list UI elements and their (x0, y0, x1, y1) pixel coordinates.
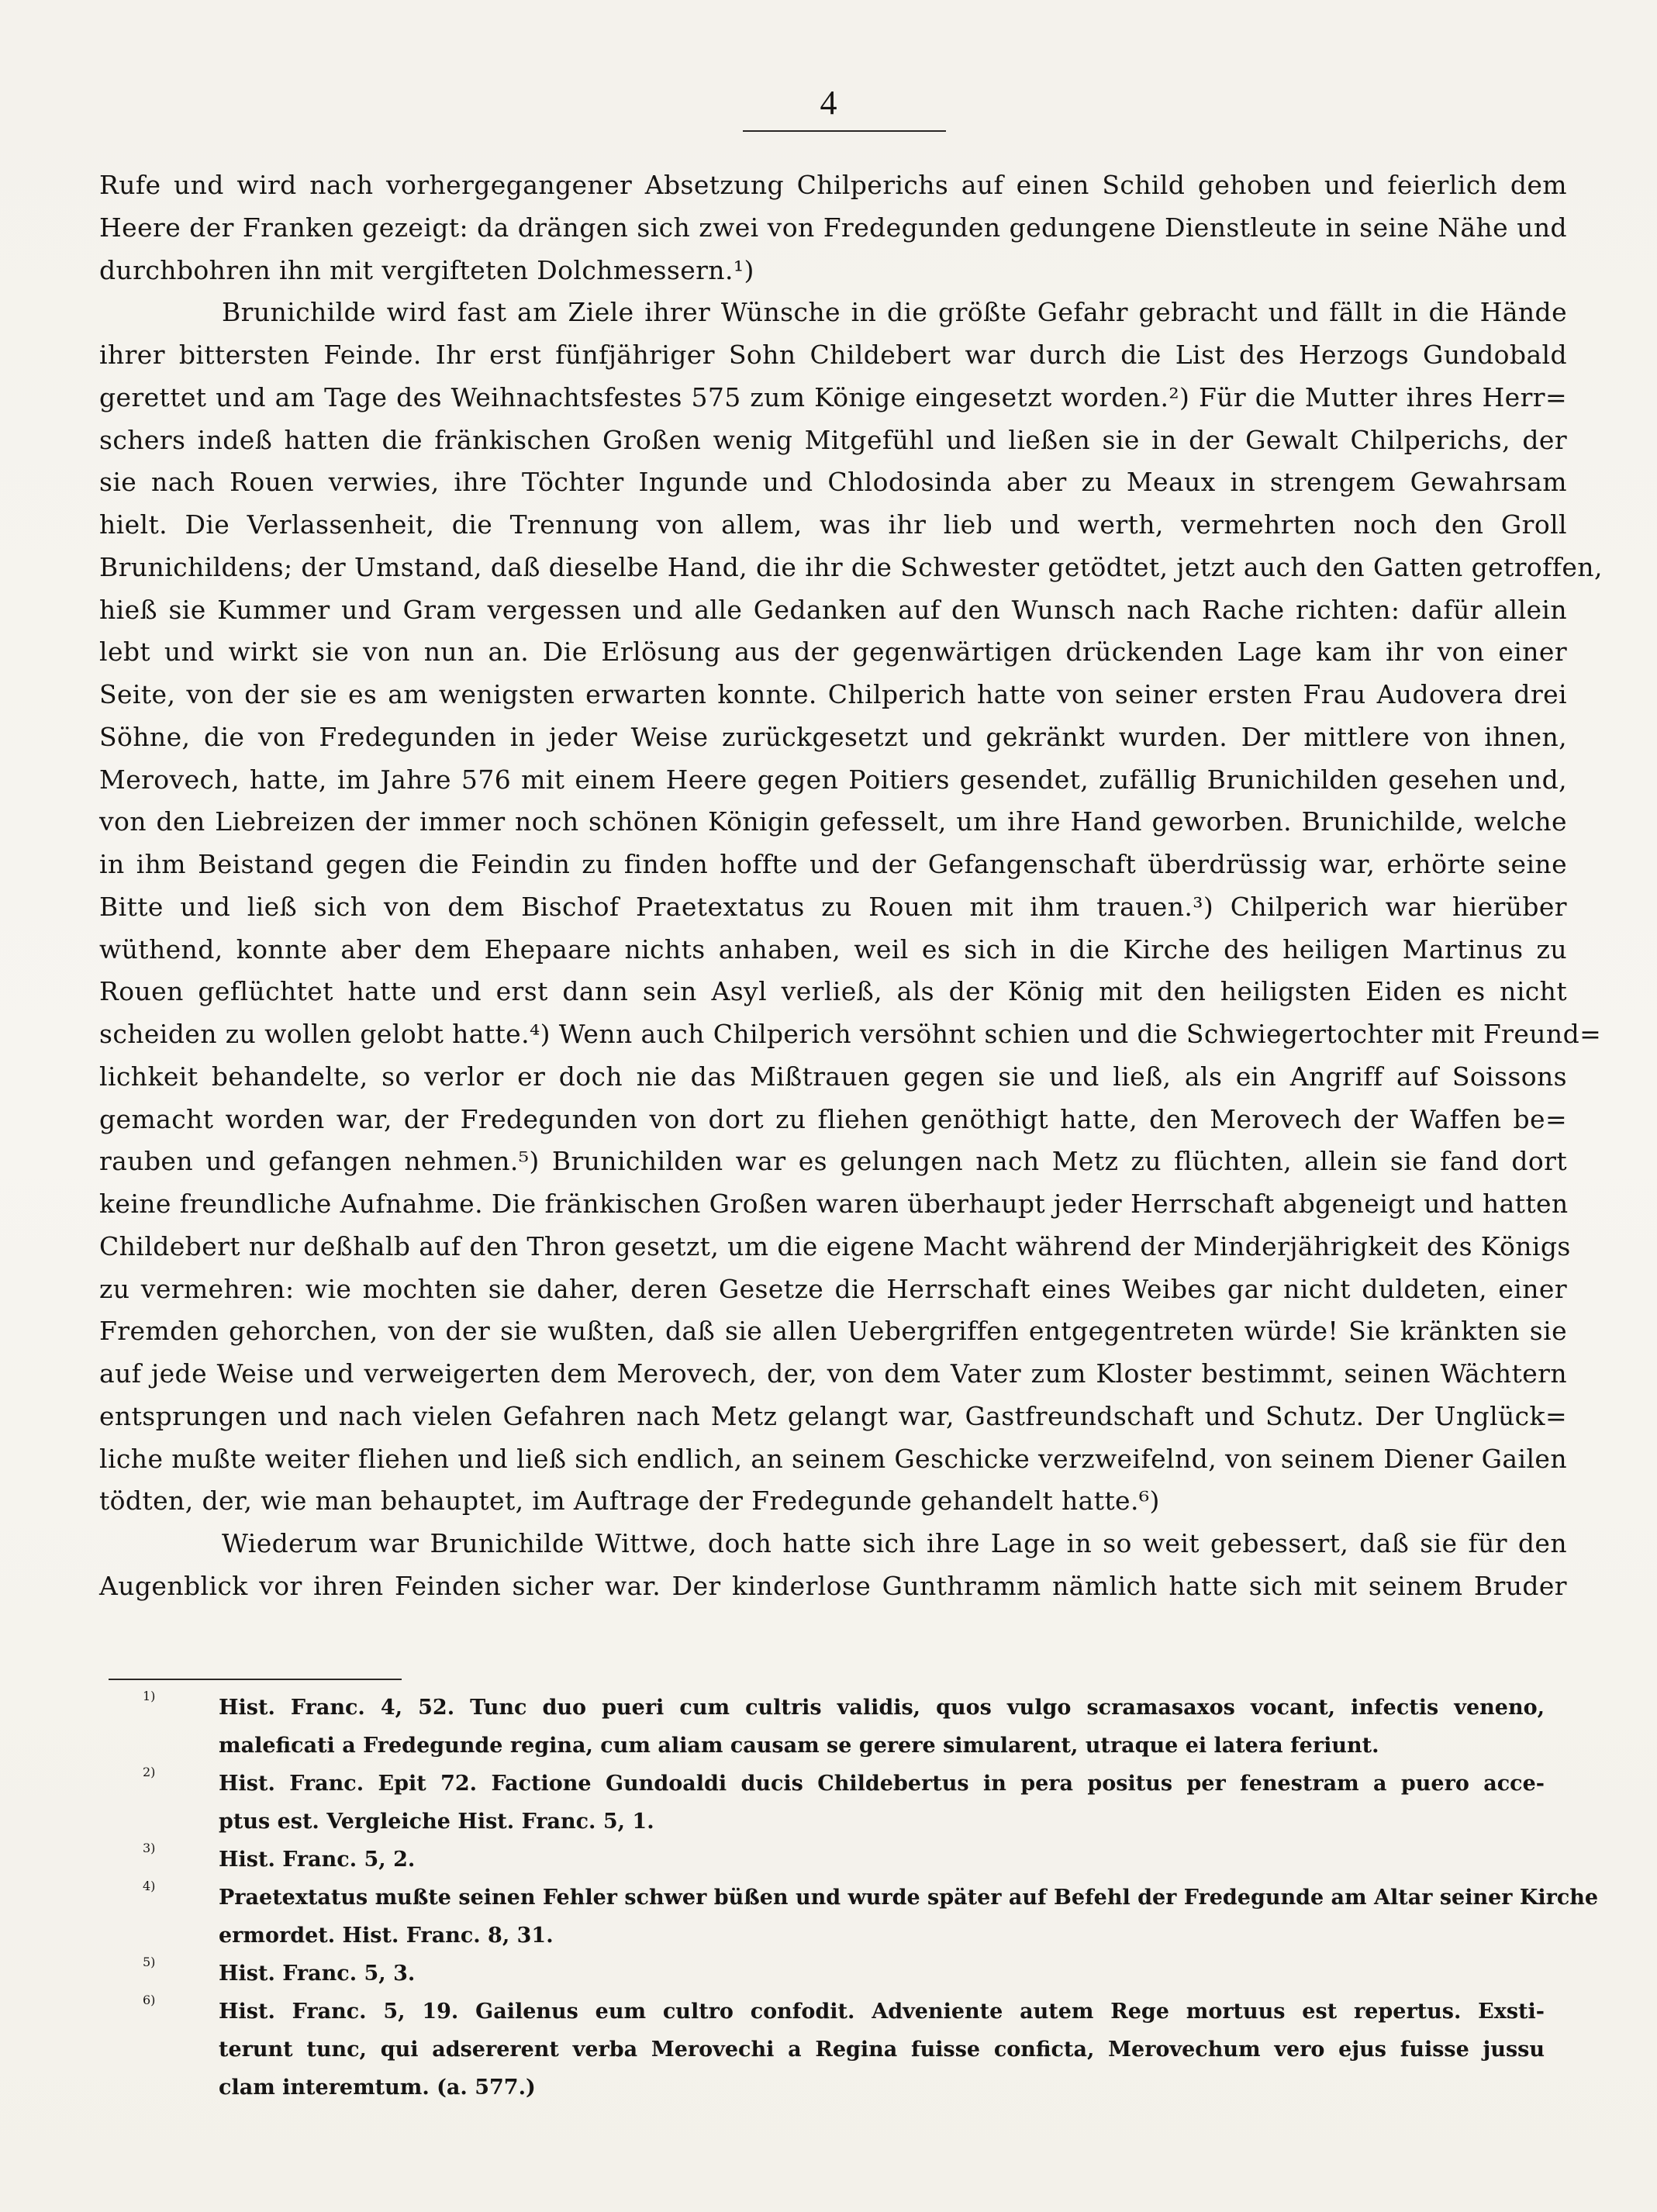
body-line: lichkeit behandelte, so verlor er doch nie das Mißtrauen gegen sie und ließ, als ein Angriff auf Soissons (99, 1061, 1567, 1092)
body-line: zu vermehren: wie mochten sie daher, deren Gesetze die Herrschaft eines Weibes gar nicht duldeten, einer (99, 1273, 1567, 1304)
body-line: sie nach Rouen verwies, ihre Töchter Ingunde und Chlodosinda aber zu Meaux in strengem Gewahrsam (99, 467, 1567, 498)
body-line: Heere der Franken gezeigt: da drängen sich zwei von Fredegunden gedungene Dienstleute in seine Nähe und (99, 212, 1567, 243)
body-line: rauben und gefangen nehmen.⁵) Brunichilden war es gelungen nach Metz zu flüchten, allein sie fand dort (99, 1146, 1567, 1177)
body-text (99, 164, 1603, 1608)
footnote-line: Hist. Franc. 4, 52. Tunc duo pueri cum cultris validis, quos vulgo scramasaxos vocant, infectis veneno, (219, 1696, 1545, 1720)
body-line: scheiden zu wollen gelobt hatte.⁴) Wenn auch Chilperich versöhnt schien und die Schwiegertochter mit Freund= (99, 1019, 1602, 1049)
body-line: Wiederum war Brunichilde Wittwe, doch hatte sich ihre Lage in so weit gebessert, daß sie für den (222, 1528, 1567, 1558)
body-line: wüthend, konnte aber dem Ehepaare nichts anhaben, weil es sich in die Kirche des heiligen Martinus zu (99, 933, 1567, 965)
body-line: gerettet und am Tage des Weihnachtsfestes 575 zum Könige eingesetzt worden.²) Für die Mutter ihres Herr= (99, 381, 1567, 412)
footnote-indent (109, 1727, 219, 1765)
body-line: hieß sie Kummer und Gram vergessen und alle Gedanken auf den Wunsch nach Rache richten: dafür allein (99, 594, 1567, 625)
footnote (109, 1765, 1545, 1841)
footnote (109, 1689, 1545, 1765)
body-line: ihrer bittersten Feinde. Ihr erst fünfjähriger Sohn Childebert war durch die List des Herzogs Gundobald (99, 340, 1567, 370)
footnote-indent (109, 1917, 219, 1955)
footnote-line: Hist. Franc. 5, 2. (219, 1848, 416, 1872)
footnote-line: Praetextatus mußte seinen Fehler schwer büßen und wurde später auf Befehl der Fredegunde am Altar seiner Kirche (219, 1886, 1599, 1910)
body-line: Bitte und ließ sich von dem Bischof Praetextatus zu Rouen mit ihm trauen.³) Chilperich war hierüber (99, 891, 1567, 922)
body-line: hielt. Die Verlassenheit, die Trennung von allem, was ihr lieb und werth, vermehrten noch den Groll (99, 509, 1567, 540)
footnote-mark: 5) (143, 1955, 156, 1969)
body-line: Brunichildens; der Umstand, daß dieselbe Hand, die ihr die Schwester getödtet, jetzt auch den Gatten getroffen, (99, 551, 1603, 582)
body-line: durchbohren ihn mit vergifteten Dolchmessern.¹) (99, 254, 754, 285)
body-line: Merovech, hatte, im Jahre 576 mit einem Heere gegen Poitiers gesendet, zufällig Brunichilden gesehen und, (99, 764, 1567, 795)
body-line: Rouen geflüchtet hatte und erst dann sein Asyl verließ, als der König mit den heiligsten Eiden es nicht (99, 976, 1567, 1007)
footnote-mark: 1) (143, 1689, 156, 1703)
body-line: Brunichilde wird fast am Ziele ihrer Wünsche in die größte Gefahr gebracht und fällt in die Hände (222, 297, 1567, 328)
footnote-line: Hist. Franc. Epit 72. Factione Gundoaldi ducis Childebertus in pera positus per fenestram a puero acce- (219, 1772, 1545, 1796)
body-line: tödten, der, wie man behauptet, im Auftrage der Fredegunde gehandelt hatte.⁶) (99, 1486, 1160, 1517)
footnote-line: Hist. Franc. 5, 19. Gailenus eum cultro confodit. Adveniente autem Rege mortuus est repertus. Exsti- (219, 2000, 1545, 2024)
footnote-indent (109, 2031, 219, 2069)
footnote-rule (109, 1679, 402, 1680)
body-line: auf jede Weise und verweigerten dem Merovech, der, von dem Vater zum Kloster bestimmt, seinen Wächtern (99, 1358, 1567, 1389)
body-line: Augenblick vor ihren Feinden sicher war. Der kinderlose Gunthramm nämlich hatte sich mit seinem Bruder (99, 1570, 1567, 1601)
footnote-mark: 4) (143, 1879, 156, 1893)
body-line: Fremden gehorchen, von der sie wußten, daß sie allen Uebergriffen entgegentreten würde! Sie kränkten sie (99, 1316, 1567, 1347)
body-line: Seite, von der sie es am wenigsten erwarten konnte. Chilperich hatte von seiner ersten Frau Audovera drei (99, 679, 1567, 709)
footnote-line: maleficati a Fredegunde regina, cum aliam causam se gerere simularent, utraque ei latera feriunt. (219, 1734, 1379, 1758)
footnote-line: terunt tunc, qui adsererent verba Merovechi a Regina fuisse conficta, Merovechum vero ejus fuisse jussu (219, 2038, 1545, 2062)
footnote (109, 1993, 1545, 2107)
header-rule (743, 130, 946, 132)
body-line: keine freundliche Aufnahme. Die fränkischen Großen waren überhaupt jeder Herrschaft abgeneigt und hatten (99, 1189, 1569, 1219)
footnote-line: ermordet. Hist. Franc. 8, 31. (219, 1924, 554, 1948)
body-line: lebt und wirkt sie von nun an. Die Erlösung aus der gegenwärtigen drückenden Lage kam ihr von einer (99, 637, 1567, 668)
page-number: 4 (820, 84, 837, 122)
footnote-indent (109, 1803, 219, 1841)
body-line: entsprungen und nach vielen Gefahren nach Metz gelangt war, Gastfreundschaft und Schutz. Der Unglück= (99, 1400, 1567, 1431)
body-line: Rufe und wird nach vorhergegangener Absetzung Chilperichs auf einen Schild gehoben und feierlich dem (99, 170, 1567, 200)
body-line: in ihm Beistand gegen die Feindin zu finden hoffte und der Gefangenschaft überdrüssig war, erhörte seine (99, 849, 1567, 879)
footnote-indent (109, 2069, 219, 2107)
body-line: Childebert nur deßhalb auf den Thron gesetzt, um die eigene Macht während der Minderjährigkeit des Königs (99, 1230, 1571, 1261)
footnote-mark: 6) (143, 1993, 156, 2007)
footnote-line: ptus est. Vergleiche Hist. Franc. 5, 1. (219, 1810, 654, 1834)
footnote-mark: 3) (143, 1841, 156, 1855)
body-line: schers indeß hatten die fränkischen Großen wenig Mitgefühl und ließen sie in der Gewalt Chilperichs, der (99, 424, 1567, 455)
footnotes (109, 1689, 1599, 2107)
footnote-line: clam interemtum. (a. 577.) (219, 2076, 536, 2100)
footnote-line: Hist. Franc. 5, 3. (219, 1962, 416, 1986)
footnote (109, 1879, 1599, 1955)
body-line: gemacht worden war, der Fredegunden von dort zu fliehen genöthigt hatte, den Merovech der Waffen be= (99, 1103, 1567, 1134)
footnote-mark: 2) (143, 1765, 156, 1779)
footnote (109, 1955, 1545, 1993)
body-line: liche mußte weiter fliehen und ließ sich endlich, an seinem Geschicke verzweifelnd, von seinem Diener Gailen (99, 1443, 1567, 1474)
footnote (109, 1841, 1545, 1879)
body-line: von den Liebreizen der immer noch schönen Königin gefesselt, um ihre Hand geworben. Brunichilde, welche (99, 806, 1567, 837)
body-line: Söhne, die von Fredegunden in jeder Weise zurückgesetzt und gekränkt wurden. Der mittlere von ihnen, (99, 721, 1567, 752)
